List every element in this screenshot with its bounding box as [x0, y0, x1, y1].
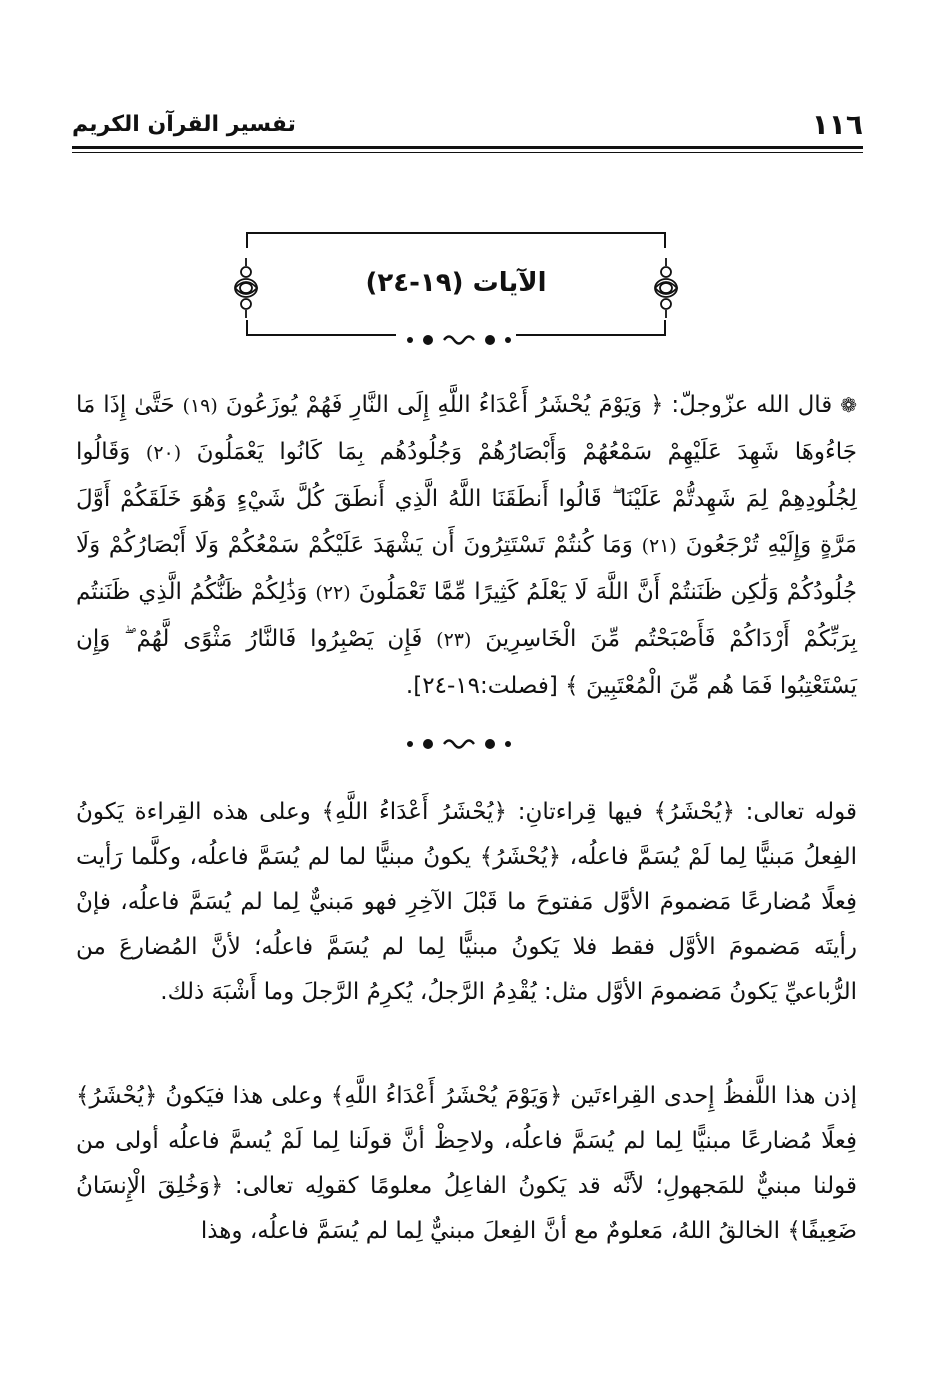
quran-verses — [76, 382, 857, 709]
dots-divider-icon — [404, 736, 514, 752]
verse-text: وَذَٰلِكُمْ ظَنُّكُمُ الَّذِي ظَنَنتُم بِرَبِّكُمْ أَرْدَاكُمْ فَأَصْبَحْتُم مِّنَ الْخَاسِرِينَ — [76, 579, 858, 652]
close-bracket: ﴾ — [565, 673, 579, 699]
book-title: تفسير القرآن الكريم — [72, 112, 296, 137]
dots-divider-icon — [404, 332, 514, 348]
verse-marker: (٢١) — [641, 535, 677, 557]
verse-marker: (١٩) — [182, 395, 218, 417]
knot-ornament-icon — [652, 258, 680, 318]
commentary-paragraph: قوله تعالى: ﴿يُحْشَرُ﴾ فيها قِراءتانِ: ﴿يُحْشَرُ أَعْدَاءُ اللَّهِ﴾ وعلى هذه القِراءة يَكونُ الفِعلُ مَبنيًّا لِما لَمْ يُسَمَّ فاعلُه، ﴿يُحْشَرُ﴾ يكونُ مبنيًّا لما لم يُسَمَّ فاعلُه، وكلَّما رَأيت فِعلًا مُضارعًا مَضمومَ الأوَّل مَفتوحَ ما قَبْلَ الآخِرِ فهو مَبنيٌّ لِما لم يُسَمَّ فاعلُه، فإنْ رأيتَه مَضمومَ الأوَّل فقط فلا يَكونُ مبنيًّا لِما لم يُسَمَّ فاعلُه؛ لأنَّ المُضارعَ من الرُّباعيِّ يَكونُ مَضمومَ الأوَّل مثل: يُقْدِمُ الرَّجلُ، يُكرِمُ الرَّجلَ وما أَشْبَهَ ذلك. — [76, 799, 857, 1005]
verse-marker: (٢٠) — [145, 442, 182, 464]
verse-marker: (٢٢) — [315, 582, 351, 604]
header-rule — [72, 146, 863, 153]
verse-text: فَإِن يَصْبِرُوا فَالنَّارُ مَثْوًى لَّهُمْ ۖ وَإِن يَسْتَعْتِبُوا فَمَا هُم مِّنَ الْمُعْتَبِينَ — [76, 626, 857, 699]
page-number: ١١٦ — [811, 108, 863, 141]
verse-text: حَتَّىٰ إِذَا مَا جَاءُوهَا شَهِدَ عَلَيْهِمْ سَمْعُهُمْ وَأَبْصَارُهُمْ وَجُلُودُهُم بِمَا كَانُوا يَعْمَلُونَ — [76, 392, 858, 465]
running-header — [72, 108, 863, 148]
verse-text: وَقَالُوا لِجُلُودِهِمْ لِمَ شَهِدتُّمْ عَلَيْنَا ۖ قَالُوا أَنطَقَنَا اللَّهُ الَّذِي أَنطَقَ كُلَّ شَيْءٍ وَهُوَ خَلَقَكُمْ أَوَّلَ مَرَّةٍ وَإِلَيْهِ تُرْجَعُونَ — [76, 439, 857, 558]
section-title: الآيات (١٩-٢٤) — [365, 268, 547, 298]
verse-text: وَيَوْمَ يُحْشَرُ أَعْدَاءُ اللَّهِ إِلَى النَّارِ فَهُمْ يُوزَعُونَ — [225, 392, 643, 418]
verse-text: وَمَا كُنتُمْ تَسْتَتِرُونَ أَن يَشْهَدَ عَلَيْكُمْ سَمْعُكُمْ وَلَا أَبْصَارُكُمْ وَلَا جُلُودُكُمْ وَلَٰكِن ظَنَنتُمْ أَنَّ اللَّهَ لَا يَعْلَمُ كَثِيرًا مِّمَّا تَعْمَلُونَ — [76, 532, 857, 605]
open-bracket: ﴿ — [649, 392, 664, 418]
commentary-paragraph: إذن هذا اللَّفظُ إِحدى القِراءتَين ﴿وَيَوْمَ يُحْشَرُ أَعْدَاءُ اللَّهِ﴾ وعلى هذا فيَكونُ ﴿يُحْشَرُ﴾ فِعلًا مُضارعًا مبنيًّا لِما لم يُسَمَّ فاعلُه، ولاحِظْ أنَّ قولَنا لِما لَمْ يُسمَّ فاعلُه أولى من قولنا مبنيٌّ للمَجهولِ؛ لأنَّه قد يَكونُ الفاعِلُ معلومًا كقولِه تعالى: ﴿وَخُلِقَ الْإِنسَانُ ضَعِيفًا﴾ الخالقُ اللهُ، مَعلومٌ مع أنَّ الفِعلَ مبنيٌّ لِما لم يُسَمَّ فاعلُه، وهذا — [76, 1083, 857, 1244]
knot-ornament-icon — [232, 258, 260, 318]
section-title-frame — [246, 232, 666, 336]
verses-intro: قال الله عزّوجلّ: — [671, 392, 833, 418]
citation: [فصلت:١٩-٢٤]. — [405, 673, 558, 699]
flower-icon: ❁ — [840, 393, 858, 417]
verse-marker: (٢٣) — [436, 629, 472, 651]
